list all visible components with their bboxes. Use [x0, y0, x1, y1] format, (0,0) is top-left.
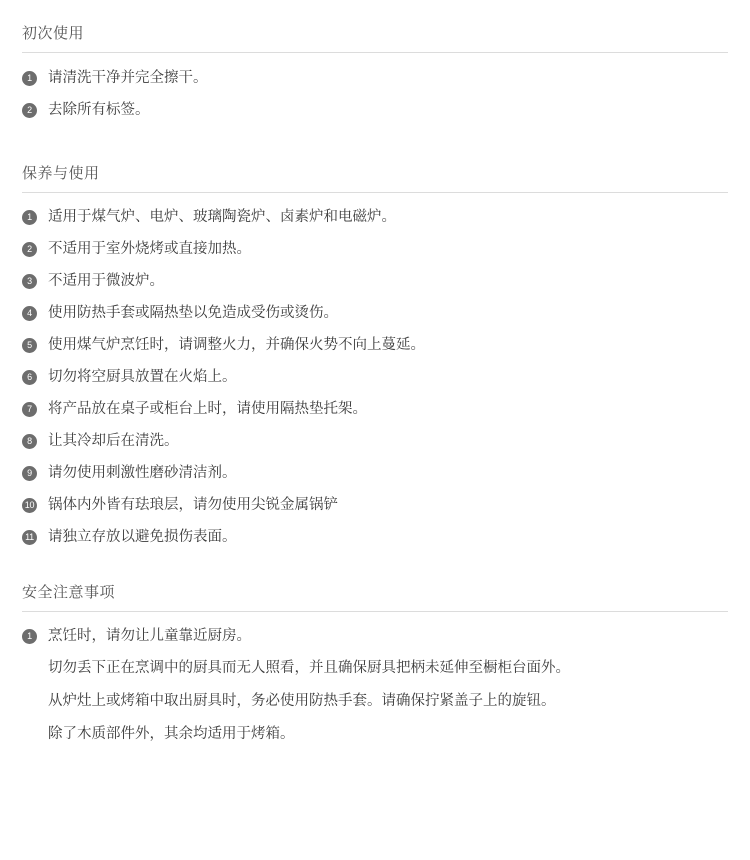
list-item	[22, 239, 728, 260]
list-item-text: 请清洗干净并完全擦干。	[48, 70, 208, 86]
section-safety-notes	[22, 581, 728, 745]
list-item	[22, 399, 728, 420]
list-item-number: 1	[22, 629, 37, 644]
list-item-number: 5	[22, 338, 37, 353]
list-item-number: 1	[22, 71, 37, 86]
safety-sub-line: 切勿丢下正在烹调中的厨具而无人照看，并且确保厨具把柄未延伸至橱柜台面外。	[48, 660, 570, 676]
section-spacer	[22, 132, 728, 162]
section-title: 安全注意事项	[22, 581, 728, 612]
section-care-and-use	[22, 162, 728, 548]
list-item-text: 让其冷却后在清洗。	[48, 433, 179, 449]
list-item	[22, 463, 728, 484]
list-item-text: 切勿将空厨具放置在火焰上。	[48, 369, 237, 385]
list-item-text: 不适用于室外烧烤或直接加热。	[48, 241, 251, 257]
list-item-number: 8	[22, 434, 37, 449]
section-item-list	[22, 612, 728, 647]
list-item	[22, 626, 728, 647]
section-title: 初次使用	[22, 22, 728, 53]
list-item-text: 使用防热手套或隔热垫以免造成受伤或烫伤。	[48, 305, 338, 321]
list-item-number: 10	[22, 498, 37, 513]
section-title: 保养与使用	[22, 162, 728, 193]
list-item-text: 请勿使用刺激性磨砂清洁剂。	[48, 465, 237, 481]
safety-sub-line-list	[22, 658, 728, 745]
section-first-use	[22, 22, 728, 121]
list-item-text: 烹饪时，请勿让儿童靠近厨房。	[48, 628, 251, 644]
list-item-text: 请独立存放以避免损伤表面。	[48, 529, 237, 545]
list-item	[22, 335, 728, 356]
list-item-number: 9	[22, 466, 37, 481]
list-item-text: 使用煤气炉烹饪时，请调整火力，并确保火势不向上蔓延。	[48, 337, 425, 353]
list-item-text: 去除所有标签。	[48, 102, 150, 118]
list-item-number: 4	[22, 306, 37, 321]
list-item	[22, 431, 728, 452]
list-item	[22, 367, 728, 388]
list-item-number: 6	[22, 370, 37, 385]
safety-sub-line: 从炉灶上或烤箱中取出厨具时，务必使用防热手套。请确保拧紧盖子上的旋钮。	[48, 693, 556, 709]
safety-sub-line: 除了木质部件外，其余均适用于烤箱。	[48, 726, 295, 742]
section-item-list	[22, 193, 728, 548]
list-item	[22, 68, 728, 89]
list-item-number: 2	[22, 242, 37, 257]
list-item-number: 1	[22, 210, 37, 225]
list-item-number: 3	[22, 274, 37, 289]
list-item-number: 7	[22, 402, 37, 417]
list-item	[22, 100, 728, 121]
section-spacer	[22, 559, 728, 581]
section-item-list	[22, 53, 728, 121]
list-item	[22, 495, 728, 516]
list-item-number: 11	[22, 530, 37, 545]
list-item	[22, 207, 728, 228]
list-item	[22, 271, 728, 292]
list-item	[22, 527, 728, 548]
list-item-text: 锅体内外皆有珐琅层，请勿使用尖锐金属锅铲	[48, 497, 338, 513]
list-item	[22, 303, 728, 324]
list-item-text: 不适用于微波炉。	[48, 273, 164, 289]
list-item-number: 2	[22, 103, 37, 118]
list-item-text: 将产品放在桌子或柜台上时，请使用隔热垫托架。	[48, 401, 367, 417]
list-item-text: 适用于煤气炉、电炉、玻璃陶瓷炉、卤素炉和电磁炉。	[48, 209, 396, 225]
